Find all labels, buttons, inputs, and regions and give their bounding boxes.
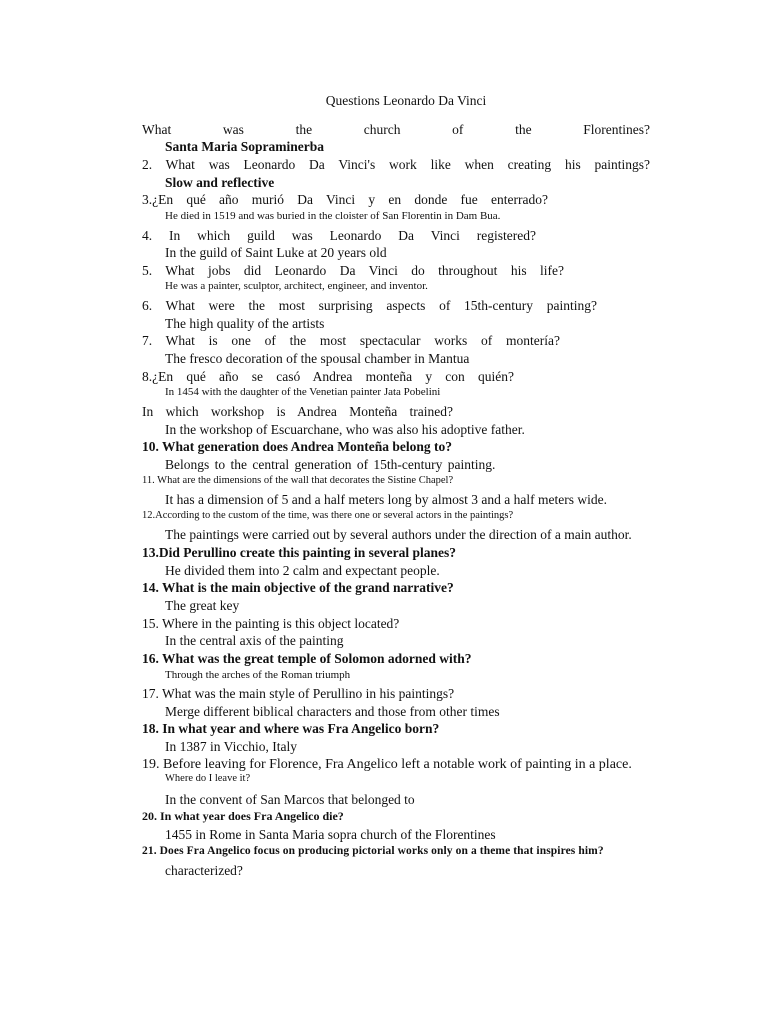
answer-12: The paintings were carried out by several authors under the direction of a main author. [165, 527, 632, 542]
question-18: 18. In what year and where was Fra Angelico born? [142, 721, 440, 736]
question-7: 7. What is one of the most spectacular works of montería? [142, 333, 560, 348]
answer-3: He died in 1519 and was buried in the cloister of San Florentin in Dam Bua. [165, 210, 501, 222]
question-4: 4. In which guild was Leonardo Da Vinci registered? [142, 228, 536, 243]
answer-10: Belongs to the central generation of 15th-century painting. [165, 457, 496, 472]
question-8: 8.¿En qué año se casó Andrea monteña y con quién? [142, 369, 514, 384]
answer-9: In the workshop of Escuarchane, who was also his adoptive father. [165, 422, 525, 437]
answer-5: He was a painter, sculptor, architect, engineer, and inventor. [165, 280, 428, 292]
answer-7: The fresco decoration of the spousal chamber in Mantua [165, 351, 470, 366]
answer-11: It has a dimension of 5 and a half meters long by almost 3 and a half meters wide. [165, 492, 608, 507]
answer-14: The great key [165, 598, 240, 613]
answer-15: In the central axis of the painting [165, 633, 344, 648]
question-6: 6. What were the most surprising aspects of 15th-century painting? [142, 298, 597, 313]
question-3: 3.¿En qué año murió Da Vinci y en donde fue enterrado? [142, 192, 548, 207]
answer-4: In the guild of Saint Luke at 20 years old [165, 245, 387, 260]
answer-18: In 1387 in Vicchio, Italy [165, 739, 298, 754]
answer-17: Merge different biblical characters and those from other times [165, 704, 500, 719]
question-15: 15. Where in the painting is this object located? [142, 616, 400, 631]
answer-20: 1455 in Rome in Santa Maria sopra church of the Florentines [165, 827, 496, 842]
question-19-continuation: Where do I leave it? [165, 773, 251, 784]
answer-1: Santa Maria Sopraminerba [165, 139, 325, 154]
answer-13: He divided them into 2 calm and expectant people. [165, 563, 440, 578]
question-20: 20. In what year does Fra Angelico die? [142, 809, 344, 823]
question-14: 14. What is the main objective of the grand narrative? [142, 580, 454, 595]
answer-8: In 1454 with the daughter of the Venetian painter Jata Pobelini [165, 386, 441, 398]
answer-6: The high quality of the artists [165, 316, 325, 331]
answer-16: Through the arches of the Roman triumph [165, 669, 351, 681]
question-21: 21. Does Fra Angelico focus on producing pictorial works only on a theme that inspires him? [142, 845, 604, 857]
answer-19: In the convent of San Marcos that belonged to [165, 792, 415, 807]
question-2: 2. What was Leonardo Da Vinci's work like when creating his paintings? [142, 157, 650, 172]
question-11: 11. What are the dimensions of the wall that decorates the Sistine Chapel? [142, 475, 454, 486]
question-10: 10. What generation does Andrea Monteña belong to? [142, 439, 453, 454]
question-19: 19. Before leaving for Florence, Fra Angelico left a notable work of painting in a place. [142, 757, 632, 772]
page-title: Questions Leonardo Da Vinci [325, 93, 487, 108]
question-13: 13.Did Perullino create this painting in several planes? [142, 545, 457, 560]
question-9: In which workshop is Andrea Monteña trained? [142, 404, 453, 419]
answer-2: Slow and reflective [165, 175, 275, 190]
question-5: 5. What jobs did Leonardo Da Vinci do throughout his life? [142, 263, 564, 278]
question-1: What was the church of the Florentines? [142, 122, 650, 137]
question-16: 16. What was the great temple of Solomon adorned with? [142, 651, 472, 666]
question-21-continuation: characterized? [165, 863, 243, 878]
question-12: 12.According to the custom of the time, was there one or several actors in the paintings? [142, 510, 514, 521]
question-17: 17. What was the main style of Perullino in his paintings? [142, 686, 455, 701]
